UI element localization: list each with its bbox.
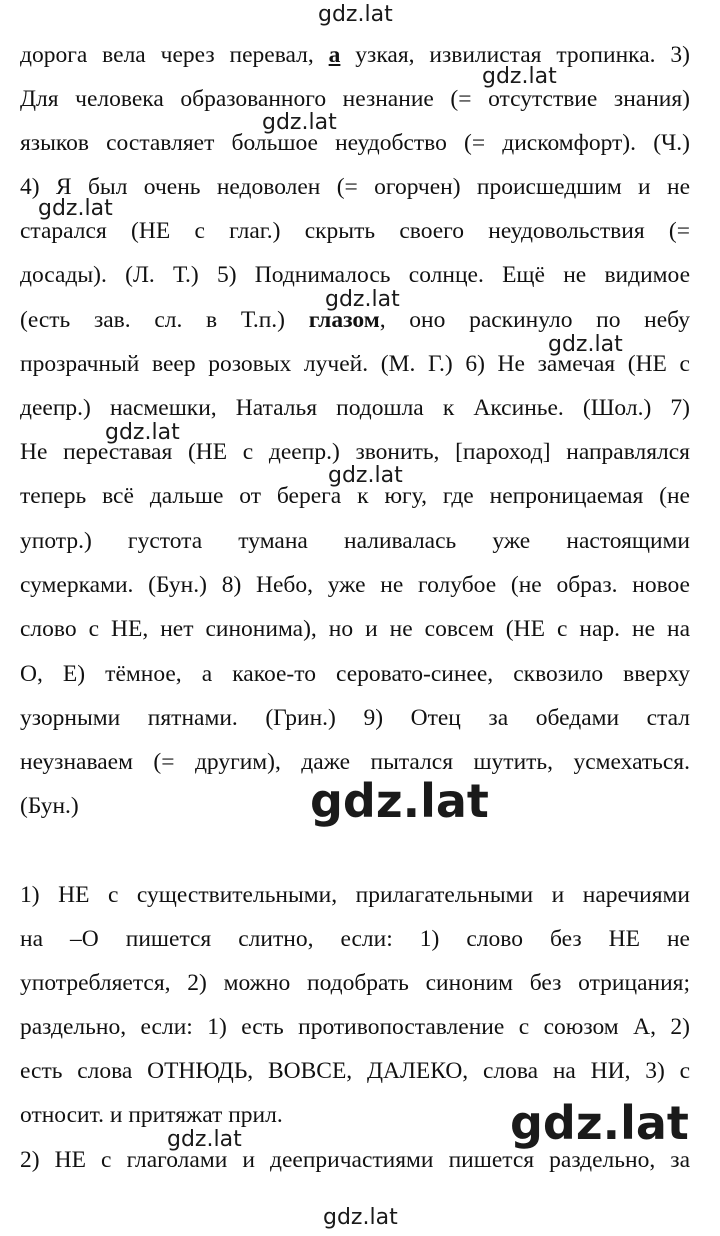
watermark: gdz.lat [325,287,400,312]
text-line: деепр.) насмешки, Наталья подошла к Аксинье. (Шол.) 7) [20,395,690,421]
text-line: старался (НЕ с глаг.) скрыть своего неудовольствия (= [20,218,690,244]
text-line: есть слова ОТНЮДЬ, ВОВСЕ, ДАЛЕКО, слова на НИ, 3) с [20,1058,690,1084]
bold-word: глазом [308,307,380,333]
text-line: узорными пятнами. (Грин.) 9) Отец за обедами стал [20,705,690,731]
watermark: gdz.lat [548,332,623,357]
watermark: gdz.lat [262,110,337,135]
text-line: употр.) густота тумана наливалась уже настоящими [20,528,690,554]
watermark: gdz.lat [323,1205,398,1230]
text-line: дорога вела через перевал, а узкая, извилистая тропинка. 3) [20,42,690,68]
text-line: на –О пишется слитно, если: 1) слово без НЕ не [20,926,690,952]
text-line: 1) НЕ с существительными, прилагательными и наречиями [20,882,690,908]
text-line: (есть зав. сл. в Т.п.) глазом, оно раскинуло по небу [20,307,690,333]
watermark: gdz.lat [310,774,489,828]
watermark: gdz.lat [38,196,113,221]
text-line: О, Е) тёмное, а какое-то серовато-синее, сквозило вверху [20,661,690,687]
watermark: gdz.lat [328,463,403,488]
text-line: теперь всё дальше от берега к югу, где непроницаемая (не [20,483,690,509]
text-line: раздельно, если: 1) есть противопоставление с союзом А, 2) [20,1014,690,1040]
text-line: Для человека образованного незнание (= отсутствие знания) [20,86,690,112]
text-line: 4) Я был очень недоволен (= огорчен) происшедшим и не [20,174,690,200]
watermark: gdz.lat [482,64,557,89]
text-line: относит. и притяжат прил. [20,1102,283,1128]
text-line: Не переставая (НЕ с деепр.) звонить, [пароход] направлялся [20,439,690,465]
text-line: употребляется, 2) можно подобрать синоним без отрицания; [20,970,690,996]
watermark: gdz.lat [510,1096,689,1150]
text-line: языков составляет большое неудобство (= дискомфорт). (Ч.) [20,130,690,156]
text-line: 2) НЕ с глаголами и деепричастиями пишется раздельно, за [20,1147,690,1173]
watermark: gdz.lat [105,420,180,445]
text-line: слово с НЕ, нет синонима), но и не совсем (НЕ с нар. не на [20,616,690,642]
text-line: (Бун.) [20,793,79,819]
text-line: досады). (Л. Т.) 5) Поднималось солнце. Ещё не видимое [20,262,690,288]
watermark: gdz.lat [318,2,393,27]
emphasized-conjunction: а [328,42,341,68]
watermark: gdz.lat [167,1127,242,1152]
text-line: неузнаваем (= другим), даже пытался шутить, усмехаться. [20,749,690,775]
text-line: сумерками. (Бун.) 8) Небо, уже не голубое (не образ. новое [20,572,690,598]
text-line: прозрачный веер розовых лучей. (М. Г.) 6) Не замечая (НЕ с [20,351,690,377]
